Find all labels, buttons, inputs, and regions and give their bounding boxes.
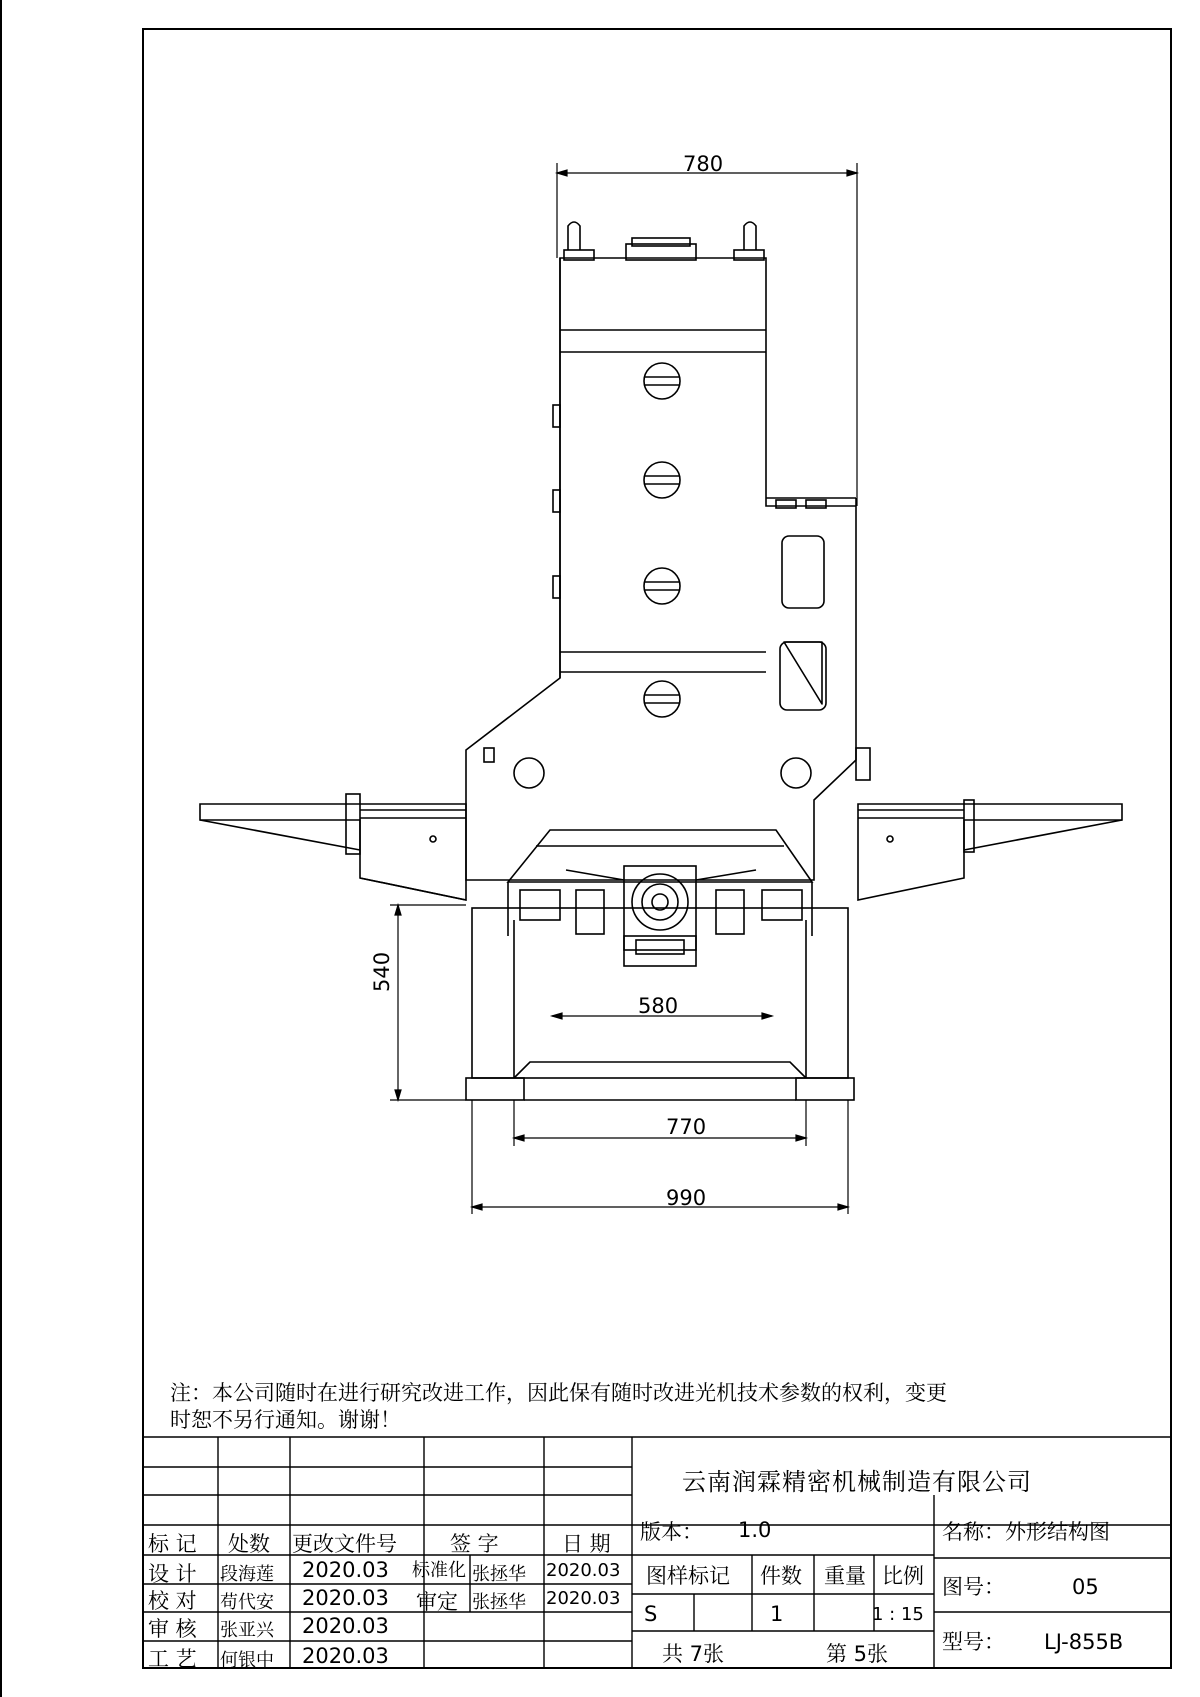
header-sign: 签 字 xyxy=(450,1532,499,1556)
note-line-1: 注：本公司随时在进行研究改进工作，因此保有随时改进光机技术参数的权利，变更 xyxy=(170,1381,947,1405)
drawing-no-label: 图号： xyxy=(942,1575,1005,1599)
role-process: 工 艺 xyxy=(148,1647,197,1671)
quantity-value: 1 xyxy=(770,1602,784,1626)
pattern-mark-label: 图样标记 xyxy=(646,1564,730,1588)
version-value: 1.0 xyxy=(738,1518,772,1542)
date-review: 2020.03 xyxy=(302,1614,389,1638)
lifting-eye-left xyxy=(568,222,580,250)
name-standard: 张拯华 xyxy=(472,1564,526,1585)
pattern-mark-value: S xyxy=(644,1602,658,1626)
dimension-lines xyxy=(390,163,857,1214)
weight-label: 重量 xyxy=(824,1564,866,1588)
name-check: 苟代安 xyxy=(220,1592,274,1613)
total-sheets: 共 7张 xyxy=(662,1642,725,1666)
role-check: 校 对 xyxy=(148,1589,197,1613)
name-process: 何银中 xyxy=(220,1650,274,1671)
dim-770: 770 xyxy=(666,1115,707,1139)
header-date: 日 期 xyxy=(562,1532,611,1556)
left-side-table xyxy=(200,794,466,900)
quantity-label: 件数 xyxy=(760,1564,802,1588)
lifting-eye-right xyxy=(744,222,756,250)
dim-580: 580 xyxy=(638,994,679,1018)
right-side-table xyxy=(858,800,1122,900)
version-label: 版本： xyxy=(640,1520,703,1544)
drawing-no-value: 05 xyxy=(1072,1575,1099,1599)
date-design: 2020.03 xyxy=(302,1558,389,1582)
date-process: 2020.03 xyxy=(302,1644,389,1668)
role-review: 审 核 xyxy=(148,1617,197,1641)
date-approve: 2020.03 xyxy=(546,1588,621,1609)
model-label: 型号： xyxy=(942,1630,1005,1654)
sheet-number: 第 5张 xyxy=(826,1642,889,1666)
role-standard: 标准化 xyxy=(412,1560,466,1581)
dim-780: 780 xyxy=(683,152,724,176)
role-approve: 审定 xyxy=(416,1590,458,1614)
dim-540: 540 xyxy=(370,951,394,992)
company-name: 云南润霖精密机械制造有限公司 xyxy=(682,1468,1032,1496)
name-design: 段海莲 xyxy=(220,1564,274,1585)
name-approve: 张拯华 xyxy=(472,1592,526,1613)
scale-value: 1 : 15 xyxy=(872,1604,924,1625)
date-standard: 2020.03 xyxy=(546,1560,621,1581)
note-line-2: 时恕不另行通知。谢谢！ xyxy=(170,1408,401,1432)
disclaimer-note xyxy=(170,1380,1160,1434)
worktable xyxy=(508,830,812,966)
model-value: LJ-855B xyxy=(1044,1630,1124,1654)
dim-990: 990 xyxy=(666,1186,707,1210)
header-count: 处数 xyxy=(228,1532,270,1556)
date-check: 2020.03 xyxy=(302,1586,389,1610)
header-change-doc: 更改文件号 xyxy=(292,1532,397,1556)
header-mark: 标 记 xyxy=(148,1532,197,1556)
name-review: 张亚兴 xyxy=(220,1620,274,1641)
drawing-name: 名称：外形结构图 xyxy=(942,1520,1110,1544)
scale-label: 比例 xyxy=(882,1564,924,1588)
role-design: 设 计 xyxy=(148,1562,197,1586)
